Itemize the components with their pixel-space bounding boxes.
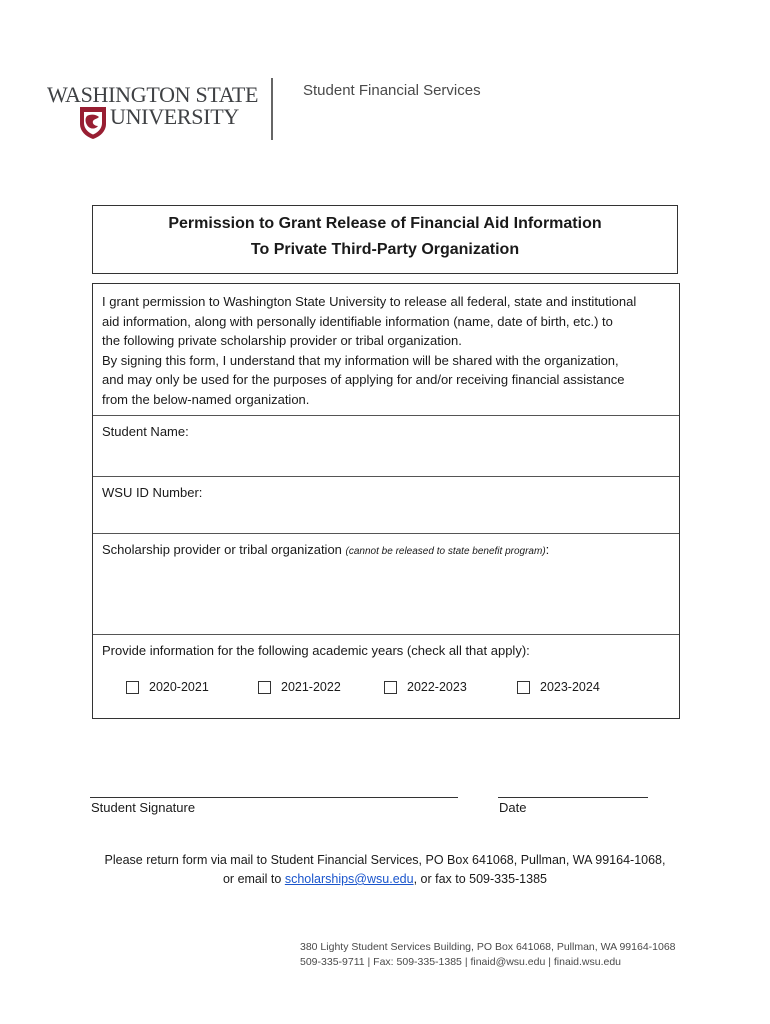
provider-note: (cannot be released to state benefit program) [345, 546, 546, 557]
student-name-field[interactable] [93, 416, 679, 477]
header-divider [271, 78, 273, 140]
return-line2 [0, 870, 770, 889]
footer-line2: 509-335-9711 | Fax: 509-335-1385 | finaid@wsu.edu | finaid.wsu.edu [300, 956, 622, 968]
department-name: Student Financial Services [303, 82, 481, 99]
logo-wordmark-line2: UNIVERSITY [110, 104, 239, 129]
logo-wordmark-line1: WASHINGTON STATE [47, 82, 259, 107]
signature-label: Student Signature [91, 800, 196, 815]
permission-line: aid information, along with personally identifiable information (name, date of birth, etc.) to [102, 313, 613, 329]
cougar-shield-icon [79, 106, 107, 140]
form-body [92, 283, 680, 719]
permission-line: and may only be used for the purposes of applying for and/or receiving financial assistance [102, 372, 625, 387]
return-instructions [0, 851, 770, 889]
footer-address [300, 940, 676, 970]
checkbox-2023-2024[interactable] [517, 680, 600, 694]
checkbox-square[interactable] [384, 681, 397, 694]
checkbox-label: 2020-2021 [149, 680, 209, 694]
provider-label-text: Scholarship provider or tribal organization [102, 542, 342, 557]
student-name-label: Student Name: [102, 424, 189, 439]
form-title-box [92, 205, 678, 274]
permission-line: the following private scholarship provider or tribal organization. [102, 333, 462, 348]
academic-years-checkboxes [93, 680, 679, 700]
checkbox-2022-2023[interactable] [384, 680, 467, 694]
checkbox-label: 2022-2023 [407, 680, 467, 694]
footer-line1: 380 Lighty Student Services Building, PO Box 641068, Pullman, WA 99164-1068 [300, 941, 676, 953]
permission-statement-section [93, 284, 679, 416]
provider-label-colon: : [545, 542, 550, 557]
return-line2-prefix: or email to [222, 872, 285, 886]
provider-field[interactable] [93, 534, 679, 635]
date-label: Date [499, 800, 527, 815]
signature-line[interactable] [90, 797, 458, 798]
wsu-id-label: WSU ID Number: [102, 485, 203, 500]
form-title-line2: To Private Third-Party Organization [250, 241, 520, 258]
checkbox-2021-2022[interactable] [258, 680, 341, 694]
permission-line: from the below-named organization. [102, 391, 310, 407]
permission-line: By signing this form, I understand that my information will be shared with the organization, [102, 352, 619, 368]
checkbox-square[interactable] [126, 681, 139, 694]
email-link[interactable]: scholarships@wsu.edu [284, 872, 414, 886]
checkbox-2020-2021[interactable] [126, 680, 209, 694]
checkbox-square[interactable] [258, 681, 271, 694]
return-line1: Please return form via mail to Student Financial Services, PO Box 641068, Pullman, WA 99164-1068, [104, 853, 666, 867]
academic-years-label: Provide information for the following academic years (check all that apply): [102, 643, 530, 658]
wsu-id-field[interactable] [93, 477, 679, 534]
return-line2-suffix: , or fax to 509-335-1385 [413, 872, 547, 886]
form-title-line1: Permission to Grant Release of Financial Aid Information [168, 215, 602, 232]
academic-years-section [93, 635, 679, 720]
checkbox-label: 2023-2024 [540, 680, 600, 694]
permission-line: I grant permission to Washington State University to release all federal, state and institutional [102, 294, 637, 309]
checkbox-square[interactable] [517, 681, 530, 694]
date-line[interactable] [498, 797, 648, 798]
provider-label [102, 542, 549, 557]
checkbox-label: 2021-2022 [281, 680, 341, 694]
permission-statement [102, 292, 671, 409]
